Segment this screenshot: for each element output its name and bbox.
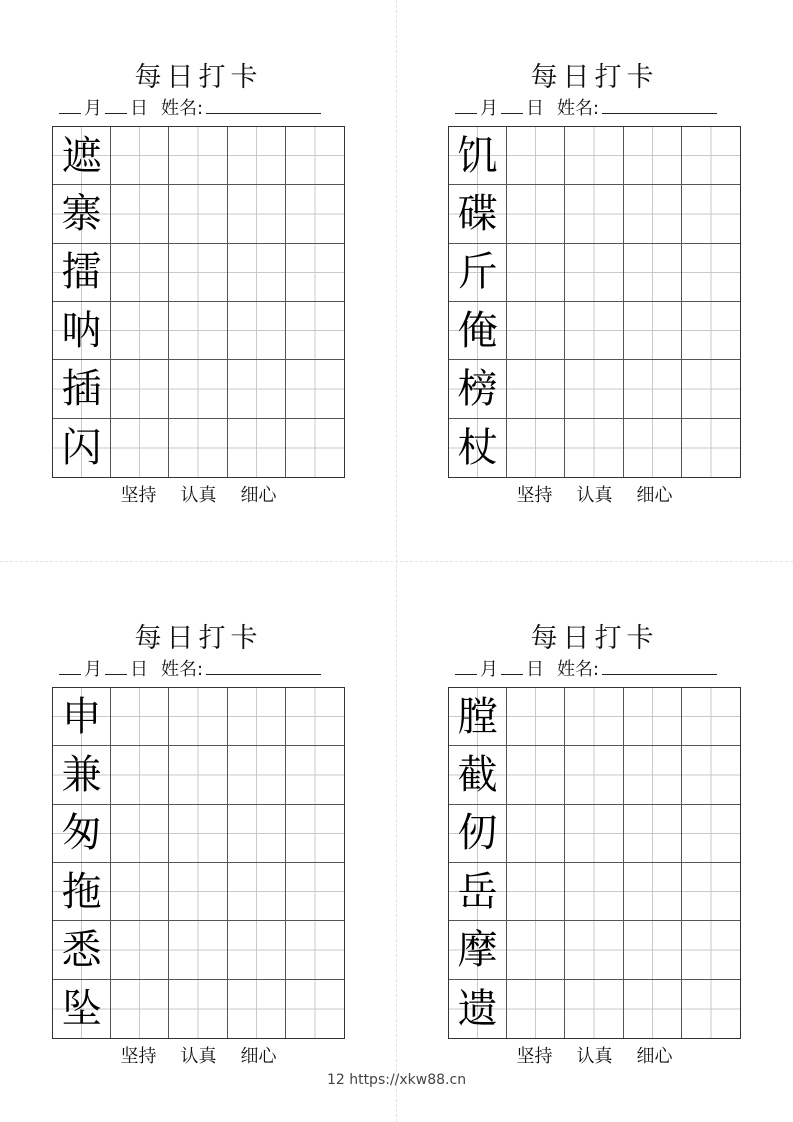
card-title: 每日打卡: [530, 62, 659, 93]
date-name-line: [59, 657, 345, 681]
practice-card-4: [448, 621, 741, 1067]
motto-word: 认真: [576, 1046, 613, 1067]
name-blank: [602, 657, 717, 675]
writing-cell: [228, 980, 286, 1038]
writing-cell: [565, 127, 623, 185]
practice-grid: [52, 687, 345, 1039]
writing-cell: [565, 921, 623, 979]
writing-cell: [111, 360, 169, 418]
writing-cell: [111, 980, 169, 1038]
date-name-line: [455, 657, 741, 681]
writing-cell: [507, 419, 565, 477]
writing-cell: [111, 863, 169, 921]
writing-cell: [111, 921, 169, 979]
name-blank: [602, 96, 717, 114]
writing-cell: [682, 244, 740, 302]
writing-cell: [624, 127, 682, 185]
name-blank: [206, 96, 321, 114]
page-footer: 12 https://xkw88.cn: [326, 1072, 467, 1088]
writing-cell: [507, 805, 565, 863]
model-character-cell: [449, 244, 507, 302]
writing-cell: [624, 980, 682, 1038]
model-character: 岳: [457, 868, 498, 915]
model-character: 闪: [61, 424, 102, 471]
practice-grid: [52, 126, 345, 478]
writing-cell: [624, 805, 682, 863]
writing-cell: [624, 302, 682, 360]
writing-cell: [507, 127, 565, 185]
model-character-cell: [53, 127, 111, 185]
writing-cell: [169, 805, 227, 863]
writing-cell: [682, 980, 740, 1038]
day-label: 日: [526, 98, 544, 119]
model-character-cell: [449, 746, 507, 804]
model-character: 仞: [457, 810, 498, 857]
writing-cell: [111, 688, 169, 746]
writing-cell: [624, 185, 682, 243]
model-character: 斤: [457, 249, 498, 296]
model-character-cell: [449, 419, 507, 477]
model-character: 拖: [61, 868, 102, 915]
motto: [52, 1045, 345, 1069]
model-character-cell: [53, 244, 111, 302]
model-character-cell: [53, 419, 111, 477]
writing-cell: [682, 360, 740, 418]
month-label: 月: [480, 659, 498, 680]
motto-word: 坚持: [120, 1046, 157, 1067]
model-character: 申: [61, 693, 102, 740]
writing-cell: [111, 302, 169, 360]
name-blank: [206, 657, 321, 675]
writing-cell: [682, 419, 740, 477]
writing-cell: [228, 688, 286, 746]
motto-word: 细心: [636, 485, 673, 506]
month-blank: [455, 96, 477, 114]
writing-cell: [682, 127, 740, 185]
writing-cell: [228, 185, 286, 243]
model-character-cell: [53, 746, 111, 804]
writing-cell: [169, 863, 227, 921]
month-label: 月: [84, 98, 102, 119]
writing-cell: [169, 302, 227, 360]
model-character: 截: [457, 751, 498, 798]
writing-cell: [228, 419, 286, 477]
writing-cell: [169, 688, 227, 746]
writing-cell: [565, 863, 623, 921]
writing-cell: [228, 805, 286, 863]
name-label: 姓名:: [557, 98, 600, 119]
writing-cell: [682, 863, 740, 921]
day-label: 日: [130, 659, 148, 680]
writing-cell: [565, 419, 623, 477]
writing-cell: [507, 980, 565, 1038]
model-character-cell: [449, 980, 507, 1038]
model-character-cell: [53, 302, 111, 360]
motto: [448, 1045, 741, 1069]
month-blank: [59, 657, 81, 675]
writing-cell: [286, 805, 344, 863]
model-character: 碟: [457, 190, 498, 237]
model-character: 饥: [457, 132, 498, 179]
name-label: 姓名:: [161, 98, 204, 119]
card-title: 每日打卡: [530, 623, 659, 654]
card-title: 每日打卡: [134, 62, 263, 93]
writing-cell: [624, 863, 682, 921]
date-name-line: [455, 96, 741, 120]
writing-cell: [228, 244, 286, 302]
model-character-cell: [449, 360, 507, 418]
writing-cell: [507, 921, 565, 979]
writing-cell: [624, 746, 682, 804]
writing-cell: [565, 360, 623, 418]
writing-cell: [507, 360, 565, 418]
motto-word: 细心: [240, 485, 277, 506]
writing-cell: [682, 302, 740, 360]
writing-cell: [624, 419, 682, 477]
day-label: 日: [130, 98, 148, 119]
writing-cell: [507, 244, 565, 302]
model-character: 俺: [457, 307, 498, 354]
motto-word: 认真: [180, 1046, 217, 1067]
writing-cell: [286, 244, 344, 302]
motto-word: 细心: [636, 1046, 673, 1067]
writing-cell: [624, 921, 682, 979]
writing-cell: [682, 805, 740, 863]
model-character-cell: [449, 302, 507, 360]
writing-cell: [169, 921, 227, 979]
writing-cell: [228, 302, 286, 360]
motto: [52, 484, 345, 508]
writing-cell: [286, 980, 344, 1038]
model-character-cell: [449, 921, 507, 979]
model-character-cell: [449, 185, 507, 243]
day-label: 日: [526, 659, 544, 680]
model-character: 擂: [61, 249, 102, 296]
month-blank: [59, 96, 81, 114]
practice-card-1: [52, 60, 345, 506]
writing-cell: [228, 360, 286, 418]
writing-cell: [565, 688, 623, 746]
model-character: 遮: [61, 132, 102, 179]
day-blank: [105, 657, 127, 675]
writing-cell: [286, 127, 344, 185]
day-blank: [501, 96, 523, 114]
name-label: 姓名:: [557, 659, 600, 680]
writing-cell: [228, 863, 286, 921]
practice-card-3: [52, 621, 345, 1067]
model-character: 摩: [457, 926, 498, 973]
motto-word: 认真: [576, 485, 613, 506]
card-title: 每日打卡: [134, 623, 263, 654]
model-character: 杖: [457, 424, 498, 471]
writing-cell: [169, 980, 227, 1038]
month-blank: [455, 657, 477, 675]
model-character-cell: [53, 360, 111, 418]
model-character-cell: [449, 805, 507, 863]
writing-cell: [111, 127, 169, 185]
motto-word: 坚持: [120, 485, 157, 506]
writing-cell: [169, 244, 227, 302]
writing-cell: [565, 805, 623, 863]
motto-word: 坚持: [516, 485, 553, 506]
writing-cell: [286, 302, 344, 360]
writing-cell: [507, 302, 565, 360]
writing-cell: [228, 127, 286, 185]
model-character: 坠: [61, 985, 102, 1032]
model-character-cell: [53, 688, 111, 746]
writing-cell: [169, 360, 227, 418]
model-character: 匆: [61, 810, 102, 857]
model-character: 呐: [61, 307, 102, 354]
writing-cell: [507, 688, 565, 746]
model-character: 寨: [61, 190, 102, 237]
motto-word: 认真: [180, 485, 217, 506]
model-character: 榜: [457, 365, 498, 412]
model-character: 膛: [457, 693, 498, 740]
month-label: 月: [84, 659, 102, 680]
writing-cell: [228, 921, 286, 979]
writing-cell: [286, 921, 344, 979]
writing-cell: [507, 185, 565, 243]
writing-cell: [111, 244, 169, 302]
model-character: 插: [61, 365, 102, 412]
writing-cell: [286, 419, 344, 477]
practice-card-2: [448, 60, 741, 506]
writing-cell: [624, 360, 682, 418]
practice-grid: [448, 687, 741, 1039]
writing-cell: [682, 921, 740, 979]
writing-cell: [682, 688, 740, 746]
writing-cell: [565, 746, 623, 804]
writing-cell: [169, 127, 227, 185]
model-character-cell: [449, 863, 507, 921]
month-label: 月: [480, 98, 498, 119]
day-blank: [105, 96, 127, 114]
writing-cell: [286, 746, 344, 804]
writing-cell: [682, 185, 740, 243]
model-character-cell: [53, 805, 111, 863]
writing-cell: [565, 302, 623, 360]
horizontal-cut-line: [0, 561, 793, 562]
model-character: 遗: [457, 985, 498, 1032]
writing-cell: [507, 746, 565, 804]
model-character-cell: [53, 980, 111, 1038]
writing-cell: [286, 863, 344, 921]
writing-cell: [228, 746, 286, 804]
practice-grid: [448, 126, 741, 478]
writing-cell: [286, 185, 344, 243]
writing-cell: [565, 980, 623, 1038]
writing-cell: [565, 244, 623, 302]
writing-cell: [286, 688, 344, 746]
model-character-cell: [449, 688, 507, 746]
model-character-cell: [53, 185, 111, 243]
motto-word: 细心: [240, 1046, 277, 1067]
model-character-cell: [53, 921, 111, 979]
writing-cell: [169, 185, 227, 243]
writing-cell: [624, 688, 682, 746]
writing-cell: [624, 244, 682, 302]
motto: [448, 484, 741, 508]
writing-cell: [111, 419, 169, 477]
name-label: 姓名:: [161, 659, 204, 680]
model-character-cell: [449, 127, 507, 185]
writing-cell: [565, 185, 623, 243]
date-name-line: [59, 96, 345, 120]
writing-cell: [169, 746, 227, 804]
model-character: 兼: [61, 751, 102, 798]
model-character: 悉: [61, 926, 102, 973]
writing-cell: [111, 746, 169, 804]
writing-cell: [682, 746, 740, 804]
model-character-cell: [53, 863, 111, 921]
writing-cell: [169, 419, 227, 477]
writing-cell: [111, 805, 169, 863]
writing-cell: [111, 185, 169, 243]
day-blank: [501, 657, 523, 675]
writing-cell: [286, 360, 344, 418]
motto-word: 坚持: [516, 1046, 553, 1067]
writing-cell: [507, 863, 565, 921]
